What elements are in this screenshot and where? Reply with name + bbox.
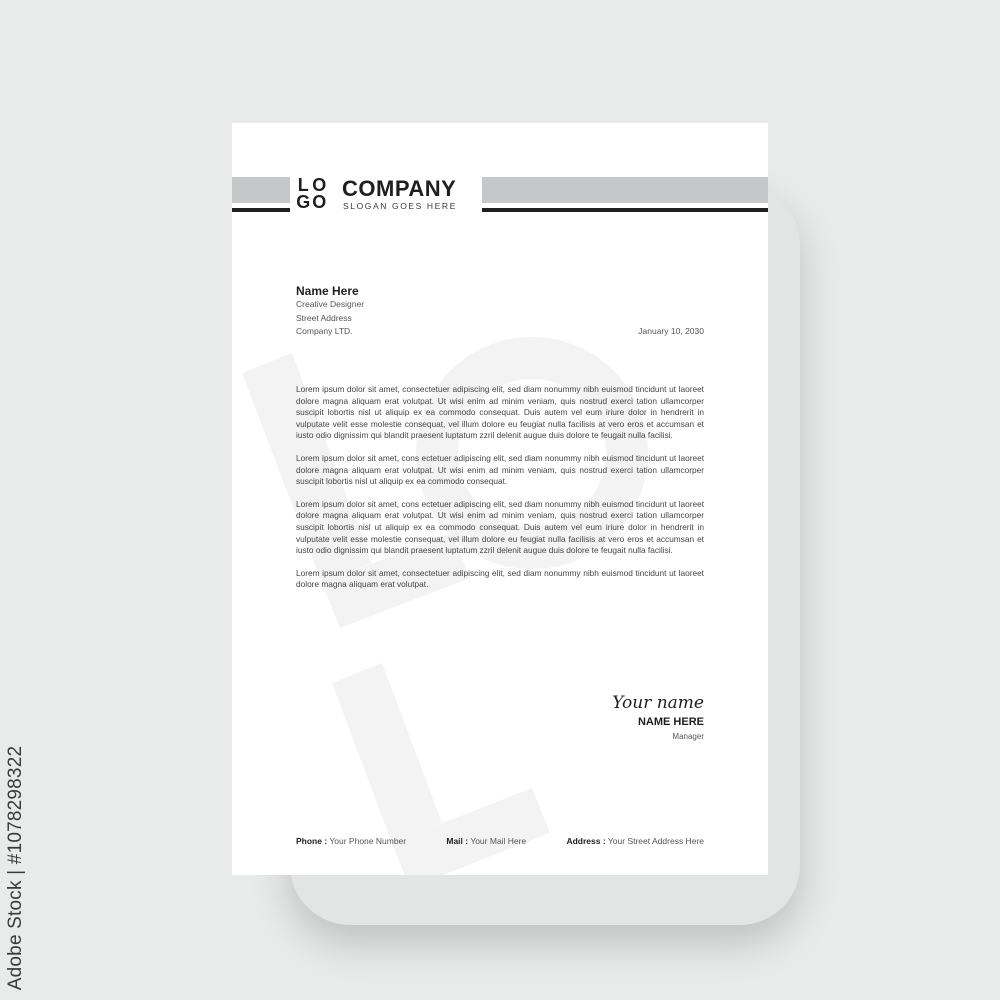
letter-footer — [296, 836, 704, 846]
letterhead-page — [232, 123, 768, 875]
signature-script: Your name — [612, 693, 704, 713]
footer-phone-value: Your Phone Number — [329, 836, 407, 846]
body-paragraph: Lorem ipsum dolor sit amet, consectetuer adipiscing elit, sed diam nonummy nibh euismod tincidunt ut laoreet dolore magna aliquam erat volutpat. Ut wisi enim ad minim veniam, quis nostrud exerci tation ullamcorper suscipit lobortis nisl ut aliquip ex ea commodo consequat. Duis autem vel eum iriure dolor in hendrerit in vulputate velit esse molestie consequat, vel illum dolore eu feugiat nulla facilisis at vero eros et accumsan et iusto odio dignissim qui blandit praesent luptatum zzril delenit augue duis dolore te feugait nulla facilisi. — [296, 384, 704, 441]
header-line-left — [232, 208, 290, 212]
stock-id-label — [5, 745, 26, 991]
logo-letter: O — [312, 192, 326, 212]
sender-name: Name Here — [296, 284, 359, 298]
body-paragraph: Lorem ipsum dolor sit amet, consectetuer adipiscing elit, sed diam nonummy nibh euismod tincidunt ut laoreet dolore magna aliquam erat volutpat. — [296, 567, 704, 590]
footer-phone-label: Phone : — [296, 836, 328, 846]
footer-phone — [296, 836, 406, 846]
footer-address — [566, 836, 704, 846]
footer-mail-value: Your Mail Here — [470, 836, 527, 846]
footer-address-value: Your Street Address Here — [607, 836, 704, 846]
footer-mail-label: Mail : — [446, 836, 469, 846]
letter-body — [296, 384, 704, 602]
header-bar-right — [482, 177, 768, 203]
company-slogan: SLOGAN GOES HERE — [343, 201, 457, 211]
logo-letter: G — [296, 192, 310, 212]
logo-row-bottom — [295, 194, 331, 211]
sender-job-title: Creative Designer — [296, 299, 365, 309]
body-paragraph: Lorem ipsum dolor sit amet, cons ectetuer adipiscing elit, sed diam nonummy nibh euismod tincidunt ut laoreet dolore magna aliquam erat volutpat. Ut wisi enim ad minim veniam, quis nostrud exerci tation ullamcorper suscipit lobortis nisl ut aliquip ex ea commodo consequat. — [296, 452, 704, 487]
company-name: COMPANY — [342, 176, 457, 201]
logo-letter: L — [297, 175, 309, 195]
signature-title: Manager — [672, 732, 704, 741]
sender-company: Company LTD. — [296, 326, 353, 336]
sender-street-address: Street Address — [296, 313, 352, 323]
logo-mark — [295, 177, 331, 213]
footer-mail — [446, 836, 526, 846]
footer-address-label: Address : — [566, 836, 606, 846]
letter-date: January 10, 2030 — [638, 326, 704, 336]
body-paragraph: Lorem ipsum dolor sit amet, cons ectetuer adipiscing elit, sed diam nonummy nibh euismod tincidunt ut laoreet dolore magna aliquam erat volutpat. Ut wisi enim ad minim veniam, quis nostrud exerci tation ullamcorper suscipit lobortis nisl ut aliquip ex ea commodo consequat. Duis autem vel eum iriure dolor in hendrerit in vulputate velit esse molestie consequat, vel illum dolore eu feugiat nulla facilisis at vero eros et accumsan et iusto odio dignissim qui blandit praesent luptatum zzril delenit augue duis dolore te feugait nulla facilisi. — [296, 498, 704, 556]
signature-name: NAME HERE — [637, 716, 704, 728]
logo-letter: O — [312, 175, 326, 195]
header-bar-left — [232, 177, 290, 203]
stock-id-text: Adobe Stock | #1078298322 — [5, 745, 26, 991]
header-line-right — [482, 208, 768, 212]
